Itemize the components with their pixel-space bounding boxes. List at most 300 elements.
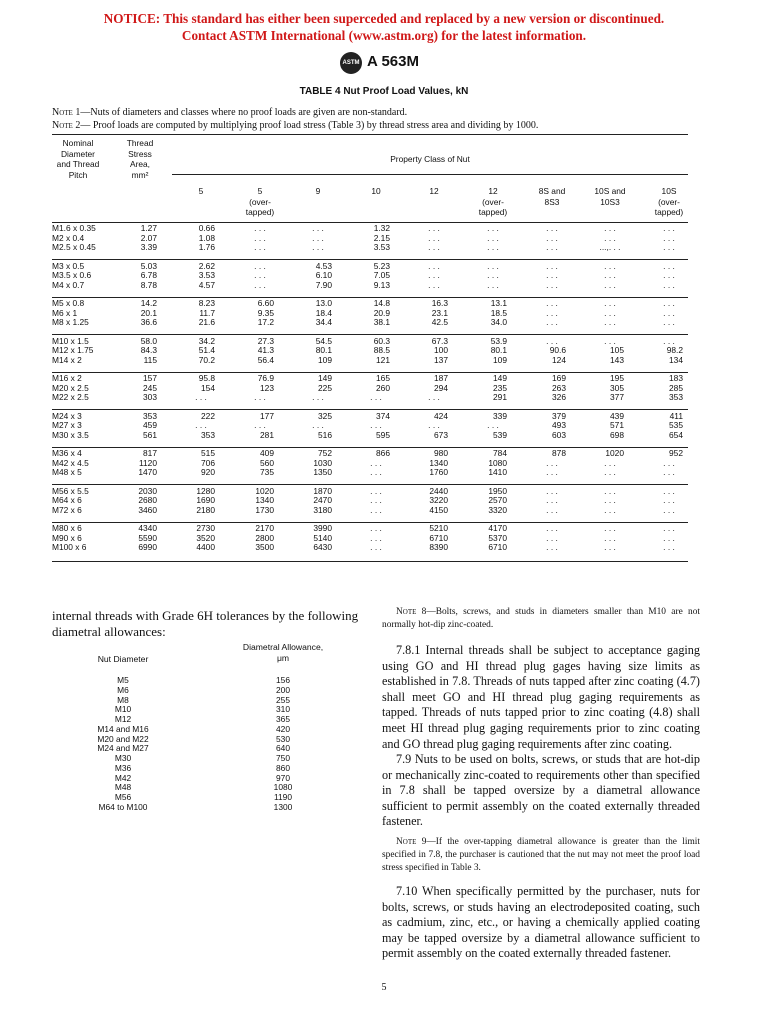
proof-load-cell: 5.23: [373, 260, 390, 271]
proof-load-cell: . . .: [370, 420, 382, 431]
proof-load-cell: . . .: [663, 270, 675, 281]
note-8: [382, 606, 700, 632]
proof-load-cell: . . .: [254, 279, 266, 290]
stress-area-cell: 1.27: [140, 223, 157, 233]
proof-load-cell: . . .: [312, 242, 324, 253]
intro-line-1: internal threads with Grade 6H tolerances by the following: [52, 608, 359, 623]
proof-load-cell: . . .: [546, 307, 558, 318]
nominal-diameter-cell: M80 x 6: [52, 523, 82, 533]
nominal-diameter-cell: M22 x 2.5: [52, 392, 89, 403]
proof-load-cell: . . .: [663, 457, 675, 468]
proof-load-cell: 325: [318, 410, 332, 421]
proof-load-cell: 516: [318, 429, 332, 440]
proof-load-cell: 2470: [313, 495, 332, 506]
proof-load-cell: 424: [434, 410, 448, 421]
proof-load-cell: . . .: [663, 467, 675, 478]
proof-load-cell: . . .: [604, 532, 616, 543]
allowance-value: 640: [276, 743, 290, 754]
intro-line-2: diametral allowances:: [52, 624, 166, 639]
nominal-diameter-cell: M4 x 0.7: [52, 279, 85, 290]
proof-load-cell: . . .: [663, 504, 675, 515]
allowance-header-line-2: μm: [276, 653, 290, 663]
proof-load-cell: . . .: [487, 279, 499, 290]
proof-load-cell: 878: [552, 448, 566, 458]
proof-load-cell: 8390: [429, 542, 448, 553]
proof-load-cell: . . .: [546, 532, 558, 543]
standard-designation: A 563M: [367, 53, 419, 70]
proof-load-cell: 13.0: [315, 298, 332, 308]
proof-load-cell: 3990: [313, 523, 332, 533]
proof-load-cell: . . .: [663, 335, 675, 346]
proof-load-cell: . . .: [604, 523, 616, 533]
proof-load-cell: 952: [669, 448, 683, 458]
proof-load-cell: . . .: [312, 232, 324, 243]
proof-load-cell: 0.66: [198, 223, 215, 233]
allowance-nut-diameter: M6: [117, 684, 129, 695]
table-rule: [52, 259, 688, 260]
proof-load-cell: 1280: [196, 485, 215, 496]
proof-load-cell: 18.5: [490, 307, 507, 318]
table-note-1: [52, 107, 407, 118]
proof-load-cell: 3180: [313, 504, 332, 515]
proof-load-cell: 980: [434, 448, 448, 458]
proof-load-cell: . . .: [604, 335, 616, 346]
proof-load-cell: . . .: [487, 270, 499, 281]
proof-load-cell: . . .: [663, 279, 675, 290]
proof-load-cell: . . .: [254, 420, 266, 431]
note-text: 9—If the over-tapping diametral allowance is greater than the limit specified in 7.8, the purchaser is cautioned that the nut may not meet the proof load stress specified in Table 3.: [382, 837, 700, 873]
nominal-diameter-cell: M20 x 2.5: [52, 382, 89, 393]
header-class-4: 12: [429, 186, 439, 196]
proof-load-cell: . . .: [370, 457, 382, 468]
proof-load-cell: 6.60: [257, 298, 274, 308]
proof-load-cell: 3.53: [198, 270, 215, 281]
proof-load-cell: . . .: [663, 307, 675, 318]
proof-load-cell: 149: [318, 373, 332, 383]
nominal-diameter-cell: M100 x 6: [52, 542, 87, 553]
proof-load-cell: . . .: [604, 260, 616, 271]
proof-load-cell: 539: [493, 429, 507, 440]
proof-load-cell: . . .: [663, 523, 675, 533]
proof-load-cell: 80.1: [315, 345, 332, 356]
proof-load-cell: 41.3: [257, 345, 274, 356]
proof-load-cell: 34.0: [490, 317, 507, 328]
proof-load-cell: 6710: [488, 542, 507, 553]
proof-load-cell: . . .: [546, 298, 558, 308]
proof-load-cell: 3520: [196, 532, 215, 543]
note-text: 8—Bolts, screws, and studs in diameters smaller than M10 are not normally hot-dip zinc-coated.: [382, 607, 700, 630]
proof-load-cell: . . .: [546, 317, 558, 328]
proof-load-cell: . . .: [546, 270, 558, 281]
stress-area-cell: 8.78: [140, 279, 157, 290]
stress-area-cell: 58.0: [140, 335, 157, 346]
note-label: Note: [52, 120, 73, 131]
proof-load-cell: . . .: [195, 420, 207, 431]
proof-load-cell: 595: [376, 429, 390, 440]
stress-area-cell: 2030: [138, 485, 157, 496]
proof-load-cell: . . .: [604, 232, 616, 243]
proof-load-cell: 706: [201, 457, 215, 468]
notice-line-2: Contact ASTM International (www.astm.org) for the latest information.: [181, 28, 587, 43]
header-thread-stress-area: mm²: [131, 169, 149, 180]
proof-load-cell: 3500: [255, 542, 274, 553]
proof-load-cell: 571: [610, 420, 624, 431]
proof-load-cell: 866: [376, 448, 390, 458]
proof-load-cell: . . .: [370, 467, 382, 478]
header-class-8: 10S: [661, 186, 677, 196]
header-nominal-diameter: Pitch: [68, 169, 88, 180]
header-class-8: (over-: [658, 196, 680, 207]
proof-load-cell: 222: [201, 410, 215, 421]
proof-load-cell: . . .: [195, 392, 207, 403]
allowance-nut-diameter: M12: [114, 714, 132, 724]
proof-load-cell: 5210: [429, 523, 448, 533]
nominal-diameter-cell: M3 x 0.5: [52, 260, 85, 271]
proof-load-cell: 920: [201, 467, 215, 478]
proof-load-cell: . . .: [254, 270, 266, 281]
header-nominal-diameter: Diameter: [61, 148, 95, 159]
allowance-value: 970: [276, 772, 290, 783]
allowance-value: 156: [276, 675, 290, 685]
nominal-diameter-cell: M16 x 2: [52, 373, 82, 383]
note-9: [382, 836, 700, 875]
proof-load-cell: 560: [260, 457, 274, 468]
notice-line-1: NOTICE: This standard has either been superceded and replaced by a new version or discontinued.: [103, 11, 665, 26]
proof-load-cell: . . .: [370, 542, 382, 553]
paragraph-7-8-1: [382, 643, 700, 752]
proof-load-cell: 1340: [255, 495, 274, 506]
page-number: 5: [381, 982, 387, 993]
proof-load-cell: 4.57: [198, 279, 215, 290]
proof-load-cell: 8.23: [198, 298, 215, 308]
proof-load-cell: 98.2: [666, 345, 683, 356]
nominal-diameter-cell: M90 x 6: [52, 532, 82, 543]
proof-load-cell: . . .: [663, 317, 675, 328]
proof-load-cell: 5370: [488, 532, 507, 543]
allowance-value: 750: [276, 753, 290, 763]
allowance-nut-diameter: M14 and M16: [97, 723, 149, 734]
proof-load-cell: . . .: [546, 485, 558, 496]
proof-load-cell: . . .: [663, 260, 675, 271]
proof-load-cell: . . .: [604, 495, 616, 506]
allowance-header: [215, 642, 351, 664]
allowance-nut-diameter: M24 and M27: [97, 743, 149, 754]
header-nominal-diameter: Nominal: [62, 138, 94, 148]
proof-load-cell: . . .: [604, 504, 616, 515]
header-thread-stress-area: Thread: [126, 138, 154, 148]
paragraph-text: 7.8.1 Internal threads shall be subject to acceptance gaging using GO and HI thread plug gages having size limits as established in 7.8. Threads of nuts tapped after zinc coating (4.7) shall meet GO and HI thread plug gaging requirements as tapped. Threads of nuts tapped prior to zinc coating (4.8) shall meet HI thread plug gaging requirements prior to zinc coating and GO thread plug gaging requirements after zinc coating.: [382, 643, 700, 751]
header-class-5: tapped): [478, 207, 508, 217]
proof-load-cell: 134: [669, 354, 683, 365]
proof-load-cell: 2440: [429, 485, 448, 496]
note-label: Note: [52, 107, 73, 118]
proof-load-cell: 2800: [255, 532, 274, 543]
allowance-value: 530: [276, 733, 290, 744]
proof-load-cell: 353: [201, 429, 215, 440]
proof-load-cell: . . .: [546, 495, 558, 506]
proof-load-cell: 95.8: [198, 373, 215, 383]
proof-load-cell: 1950: [488, 485, 507, 496]
proof-load-cell: 3320: [488, 504, 507, 515]
nominal-diameter-cell: M72 x 6: [52, 504, 82, 515]
proof-load-cell: 305: [610, 382, 624, 393]
proof-load-cell: 260: [376, 382, 390, 393]
stress-area-cell: 6990: [138, 542, 157, 553]
table-rule: [52, 561, 688, 562]
proof-load-cell: 1690: [196, 495, 215, 506]
proof-load-cell: . . .: [663, 298, 675, 308]
nominal-diameter-cell: M30 x 3.5: [52, 429, 89, 440]
proof-load-cell: . . .: [546, 335, 558, 346]
allowance-value: 1080: [273, 782, 293, 793]
proof-load-cell: 16.3: [431, 298, 448, 308]
proof-load-cell: 339: [493, 410, 507, 421]
proof-load-cell: 195: [610, 373, 624, 383]
header-class-1: 5: [257, 186, 263, 196]
allowance-nut-diameter: M48: [114, 782, 132, 793]
proof-load-cell: 165: [376, 373, 390, 383]
header-property-class: Property Class of Nut: [390, 154, 470, 164]
paragraph-7-9: [382, 752, 700, 830]
proof-load-cell: 2730: [196, 523, 215, 533]
proof-load-cell: 6430: [313, 542, 332, 553]
proof-load-cell: . . .: [546, 260, 558, 271]
proof-load-cell: 439: [610, 410, 624, 421]
proof-load-cell: 1020: [255, 485, 274, 496]
proof-load-cell: 42.5: [431, 317, 448, 328]
proof-load-cell: 149: [493, 373, 507, 383]
stress-area-cell: 561: [143, 429, 157, 440]
proof-load-cell: 121: [376, 354, 390, 365]
note-label: Note: [396, 837, 417, 847]
proof-load-cell: 225: [318, 382, 332, 393]
proof-load-cell: 6.10: [315, 270, 332, 281]
allowance-nut-diameter: M8: [117, 694, 129, 705]
proof-load-cell: 88.5: [373, 345, 390, 356]
proof-load-cell: 409: [260, 448, 274, 458]
proof-load-cell: . . .: [370, 523, 382, 533]
table-rule: [52, 134, 688, 135]
proof-load-cell: 21.6: [198, 317, 215, 328]
nominal-diameter-cell: M36 x 4: [52, 448, 82, 458]
nominal-diameter-cell: M42 x 4.5: [52, 457, 89, 468]
stress-area-cell: 245: [143, 382, 157, 393]
stress-area-cell: 1470: [138, 467, 157, 478]
proof-load-cell: 27.3: [257, 335, 274, 346]
allowance-value: 200: [276, 684, 290, 695]
paragraph-7-10: [382, 884, 700, 962]
stress-area-cell: 2.07: [140, 232, 157, 243]
proof-load-cell: . . .: [312, 420, 324, 431]
proof-load-cell: . . .: [370, 504, 382, 515]
nominal-diameter-cell: M6 x 1: [52, 307, 78, 318]
proof-load-cell: . . .: [254, 223, 266, 233]
allowance-value: 1300: [273, 801, 293, 812]
stress-area-cell: 5590: [138, 532, 157, 543]
header-class-1: tapped): [245, 207, 275, 217]
proof-load-cell: 2170: [255, 523, 274, 533]
table-note-2: [52, 120, 538, 131]
stress-area-cell: 36.6: [140, 317, 157, 328]
nominal-diameter-cell: M5 x 0.8: [52, 298, 85, 308]
table-rule: [172, 174, 688, 175]
proof-load-cell: . . .: [487, 223, 499, 233]
allowance-nut-diameter: M64 to M100: [98, 801, 148, 812]
proof-load-cell: 109: [493, 354, 507, 365]
proof-load-cell: 285: [669, 382, 683, 393]
nut-diameter-header: Nut Diameter: [97, 654, 149, 664]
proof-load-cell: 109: [318, 354, 332, 365]
table-rule: [52, 409, 688, 410]
stress-area-cell: 2680: [138, 495, 157, 506]
proof-load-cell: . . .: [663, 532, 675, 543]
stress-area-cell: 14.2: [140, 298, 157, 308]
proof-load-cell: 9.35: [257, 307, 274, 318]
proof-load-cell: . . .: [370, 495, 382, 506]
proof-load-cell: 1030: [313, 457, 332, 468]
proof-load-cell: 4150: [429, 504, 448, 515]
allowance-nut-diameter: M30: [114, 753, 132, 763]
proof-load-cell: 377: [610, 392, 624, 403]
proof-load-cell: . . .: [604, 223, 616, 233]
proof-load-cell: . . .: [487, 420, 499, 431]
allowance-nut-diameter: M5: [117, 675, 129, 685]
proof-load-cell: 137: [434, 354, 448, 365]
proof-load-cell: . . .: [312, 392, 324, 403]
astm-logo-icon: ASTM: [340, 52, 362, 74]
nominal-diameter-cell: M14 x 2: [52, 354, 82, 365]
proof-load-cell: . . .: [428, 232, 440, 243]
proof-load-cell: . . .: [546, 467, 558, 478]
proof-load-cell: . . .: [663, 542, 675, 553]
proof-load-cell: . . .: [663, 485, 675, 496]
header-thread-stress-area: Stress: [128, 148, 152, 159]
proof-load-cell: 263: [552, 382, 566, 393]
proof-load-cell: 2180: [196, 504, 215, 515]
allowance-nut-diameter: M36: [114, 762, 132, 773]
stress-area-cell: 6.78: [140, 270, 157, 281]
nominal-diameter-cell: M24 x 3: [52, 410, 82, 421]
proof-load-cell: 1730: [255, 504, 274, 515]
proof-load-cell: 123: [260, 382, 274, 393]
proof-load-cell: 4.53: [315, 260, 332, 271]
proof-load-cell: . . .: [546, 457, 558, 468]
proof-load-cell: 515: [201, 448, 215, 458]
proof-load-cell: 1.08: [198, 232, 215, 243]
stress-area-cell: 303: [143, 392, 157, 403]
proof-load-cell: . . .: [487, 242, 499, 253]
stress-area-cell: 20.1: [140, 307, 157, 318]
proof-load-cell: 51.4: [198, 345, 215, 356]
allowance-nut-diameter: M10: [114, 704, 132, 715]
proof-load-cell: 90.6: [549, 345, 566, 356]
stress-area-cell: 5.03: [140, 260, 157, 271]
proof-load-cell: . . .: [428, 392, 440, 403]
allowance-header-line-1: Diametral Allowance,: [242, 642, 324, 652]
proof-load-cell: 143: [610, 354, 624, 365]
proof-load-cell: . . .: [663, 495, 675, 506]
paragraph-text: 7.10 When specifically permitted by the purchaser, nuts for bolts, screws, or studs having an electrodeposited coating, such as cadmium, zinc, etc., or having a chemically applied coating may be tapped oversize by a diametral allowance sufficient to permit assembly on the coated externally threaded fastener.: [382, 884, 700, 961]
proof-load-cell: 70.2: [198, 354, 215, 365]
proof-load-cell: . . .: [604, 485, 616, 496]
proof-load-cell: 76.9: [257, 373, 274, 383]
proof-load-cell: 1870: [313, 485, 332, 496]
proof-load-cell: 11.7: [199, 307, 215, 318]
proof-load-cell: 654: [669, 429, 683, 440]
proof-load-cell: . . .: [254, 392, 266, 403]
proof-load-cell: 603: [552, 429, 566, 440]
proof-load-cell: . . .: [604, 542, 616, 553]
proof-load-cell: . . .: [546, 523, 558, 533]
proof-load-cell: . . .: [546, 242, 558, 253]
proof-load-cell: 353: [669, 392, 683, 403]
proof-load-cell: 177: [260, 410, 274, 421]
proof-load-cell: 326: [552, 392, 566, 403]
proof-load-cell: . . .: [663, 242, 675, 253]
header-class-0: 5: [198, 186, 204, 196]
header-class-6: 8S3: [544, 196, 560, 207]
proof-load-cell: 281: [260, 429, 274, 440]
proof-load-cell: 100: [434, 345, 448, 356]
proof-load-cell: 34.4: [315, 317, 332, 328]
proof-load-cell: . . .: [546, 223, 558, 233]
proof-load-cell: . . .: [428, 260, 440, 271]
proof-load-cell: 784: [493, 448, 507, 458]
proof-load-cell: . . .: [428, 223, 440, 233]
proof-load-cell: . . .: [370, 532, 382, 543]
proof-load-cell: 7.05: [373, 270, 390, 281]
proof-load-cell: 105: [610, 345, 624, 356]
table-rule: [52, 334, 688, 335]
nominal-diameter-cell: M56 x 5.5: [52, 485, 89, 496]
proof-load-cell: 14.8: [373, 298, 390, 308]
proof-load-cell: ...,. . .: [599, 242, 621, 253]
proof-load-cell: . . .: [604, 317, 616, 328]
proof-load-cell: 698: [610, 429, 624, 440]
proof-load-cell: 169: [552, 373, 566, 383]
stress-area-cell: 459: [143, 420, 157, 431]
header-class-3: 10: [371, 186, 381, 196]
proof-load-cell: . . .: [546, 504, 558, 515]
proof-load-cell: . . .: [254, 232, 266, 243]
proof-load-cell: . . .: [604, 279, 616, 290]
proof-load-cell: 1350: [313, 467, 332, 478]
proof-load-cell: . . .: [370, 485, 382, 496]
proof-load-cell: . . .: [428, 242, 440, 253]
proof-load-cell: 6710: [429, 532, 448, 543]
proof-load-cell: 20.9: [373, 307, 390, 318]
proof-load-cell: . . .: [370, 392, 382, 403]
proof-load-cell: 235: [493, 382, 507, 393]
stress-area-cell: 817: [143, 448, 157, 458]
proof-load-cell: . . .: [546, 279, 558, 290]
proof-load-cell: 673: [434, 429, 448, 440]
proof-load-cell: 3.53: [373, 242, 390, 253]
header-class-5: 12: [488, 186, 498, 196]
proof-load-cell: 67.3: [431, 335, 448, 346]
proof-load-cell: . . .: [663, 223, 675, 233]
header-class-2: 9: [315, 186, 321, 196]
header-nominal-diameter: and Thread: [56, 159, 100, 169]
proof-load-cell: 154: [201, 382, 215, 393]
proof-load-cell: . . .: [604, 270, 616, 281]
nominal-diameter-cell: M10 x 1.5: [52, 335, 89, 346]
nominal-diameter-cell: M2 x 0.4: [52, 232, 85, 243]
proof-load-cell: 7.90: [315, 279, 332, 290]
proof-load-cell: 53.9: [490, 335, 507, 346]
proof-load-cell: 18.4: [315, 307, 332, 318]
proof-load-cell: 1410: [488, 467, 507, 478]
